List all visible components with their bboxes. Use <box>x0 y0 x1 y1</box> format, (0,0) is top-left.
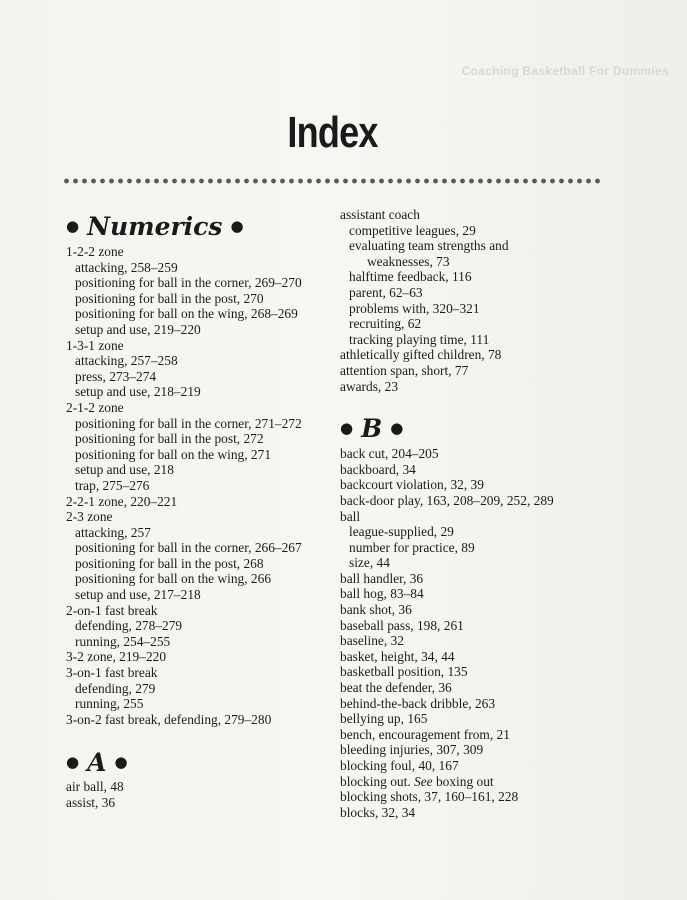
index-entry: ball hog, 83–84 <box>340 586 424 602</box>
index-entry: number for practice, 89 <box>349 539 475 555</box>
index-entry: ball <box>340 508 361 524</box>
index-entry: awards, 23 <box>340 378 399 394</box>
index-entry: defending, 279 <box>75 680 156 696</box>
bullet-icon: ● <box>230 217 244 236</box>
index-entry: press, 273–274 <box>75 368 157 384</box>
index-entry: beat the defender, 36 <box>340 680 452 696</box>
bleed-through-header: Coaching Basketball For Dummies <box>461 64 669 78</box>
section-heading-a <box>66 745 336 779</box>
index-entry: basket, height, 34, 44 <box>340 648 455 664</box>
index-entry: competitive leagues, 29 <box>349 222 476 238</box>
numerics-entries <box>66 244 336 727</box>
index-entry: 3-2 zone, 219–220 <box>66 649 167 665</box>
bullet-icon: ● <box>390 419 404 438</box>
index-entry: tracking playing time, 111 <box>349 331 490 347</box>
index-entry: blocking foul, 40, 167 <box>340 758 459 773</box>
index-entry: attention span, short, 77 <box>340 362 469 378</box>
index-entry-cross-reference <box>340 774 640 790</box>
index-entry: running, 254–255 <box>75 633 171 649</box>
index-entry: parent, 62–63 <box>349 284 423 300</box>
index-entry: 2-on-1 fast break <box>66 602 158 618</box>
index-entry: positioning for ball on the wing, 268–269 <box>75 306 298 322</box>
a-entries-right <box>340 207 640 394</box>
index-entry: blocking shots, 37, 160–161, 228 <box>340 789 519 805</box>
index-entry: problems with, 320–321 <box>349 300 480 316</box>
page-title: Index <box>287 108 378 157</box>
index-entry: backcourt violation, 32, 39 <box>340 477 484 493</box>
index-entry: weaknesses, 73 <box>367 253 450 269</box>
bullet-icon: ● <box>66 752 80 771</box>
entry-text: blocking out. <box>340 773 415 789</box>
index-entry: league-supplied, 29 <box>349 524 454 540</box>
index-entry: setup and use, 218 <box>75 462 174 478</box>
index-column-left <box>66 210 336 811</box>
index-entry: size, 44 <box>349 555 390 571</box>
index-entry: attacking, 257 <box>75 524 151 540</box>
bullet-icon: ● <box>114 752 128 771</box>
bullet-icon: ● <box>66 217 80 236</box>
section-heading-label: Numerics <box>87 212 223 242</box>
index-entry: blocks, 32, 34 <box>340 804 416 820</box>
bullet-icon: ● <box>340 419 354 438</box>
index-entry: athletically gifted children, 78 <box>340 347 502 363</box>
section-heading-b <box>340 412 640 446</box>
index-entry: attacking, 257–258 <box>75 353 178 369</box>
index-entry: positioning for ball in the corner, 269–270 <box>75 275 302 291</box>
index-entry: positioning for ball in the post, 270 <box>75 290 264 306</box>
index-entry: back cut, 204–205 <box>340 446 439 462</box>
index-entry: baseball pass, 198, 261 <box>340 617 464 633</box>
entry-text: boxing out <box>432 773 494 789</box>
index-entry: defending, 278–279 <box>75 618 183 634</box>
index-entry: air ball, 48 <box>66 779 124 795</box>
index-entry: running, 255 <box>75 696 144 712</box>
section-heading-label: A <box>87 747 107 777</box>
section-heading-label: B <box>361 414 383 444</box>
index-entry: positioning for ball on the wing, 266 <box>75 571 272 587</box>
index-entry: bank shot, 36 <box>340 602 412 618</box>
index-entry: evaluating team strengths and <box>349 238 509 254</box>
index-entry: backboard, 34 <box>340 461 416 477</box>
index-entry: setup and use, 218–219 <box>75 384 201 400</box>
index-entry: recruiting, 62 <box>349 316 422 332</box>
index-entry: bench, encouragement from, 21 <box>340 726 510 742</box>
index-entry: positioning for ball in the post, 268 <box>75 555 264 571</box>
index-entry: trap, 275–276 <box>75 477 150 493</box>
index-entry: positioning for ball in the corner, 266–267 <box>75 540 302 556</box>
index-entry: ball handler, 36 <box>340 570 424 586</box>
index-entry: 2-1-2 zone <box>66 399 124 415</box>
index-entry: basketball position, 135 <box>340 664 468 680</box>
index-entry: positioning for ball in the post, 272 <box>75 431 264 447</box>
dotted-divider <box>62 176 602 186</box>
index-entry: back-door play, 163, 208–209, 252, 289 <box>340 492 554 508</box>
index-entry: positioning for ball on the wing, 271 <box>75 446 272 462</box>
index-entry: positioning for ball in the corner, 271–272 <box>75 415 302 431</box>
index-entry: 2-2-1 zone, 220–221 <box>66 493 178 509</box>
index-entry: setup and use, 219–220 <box>75 321 201 337</box>
index-entry: halftime feedback, 116 <box>349 269 472 285</box>
index-entry: baseline, 32 <box>340 633 404 649</box>
index-entry: bellying up, 165 <box>340 711 428 727</box>
index-entry: 3-on-1 fast break <box>66 665 158 681</box>
a-entries-left <box>66 779 336 810</box>
index-column-right <box>340 207 640 820</box>
index-entry: 2-3 zone <box>66 509 113 525</box>
index-entry: bleeding injuries, 307, 309 <box>340 742 484 758</box>
see-reference-label: See <box>414 773 433 789</box>
index-entry: 1-2-2 zone <box>66 244 124 259</box>
index-entry: assistant coach <box>340 207 420 222</box>
index-entry: attacking, 258–259 <box>75 259 178 275</box>
index-entry: setup and use, 217–218 <box>75 587 201 603</box>
index-entry: assist, 36 <box>66 795 116 810</box>
index-entry: 3-on-2 fast break, defending, 279–280 <box>66 711 272 727</box>
index-entry: behind-the-back dribble, 263 <box>340 695 496 711</box>
b-entries <box>340 446 640 820</box>
section-heading-numerics <box>66 210 336 244</box>
index-entry: 1-3-1 zone <box>66 337 124 353</box>
